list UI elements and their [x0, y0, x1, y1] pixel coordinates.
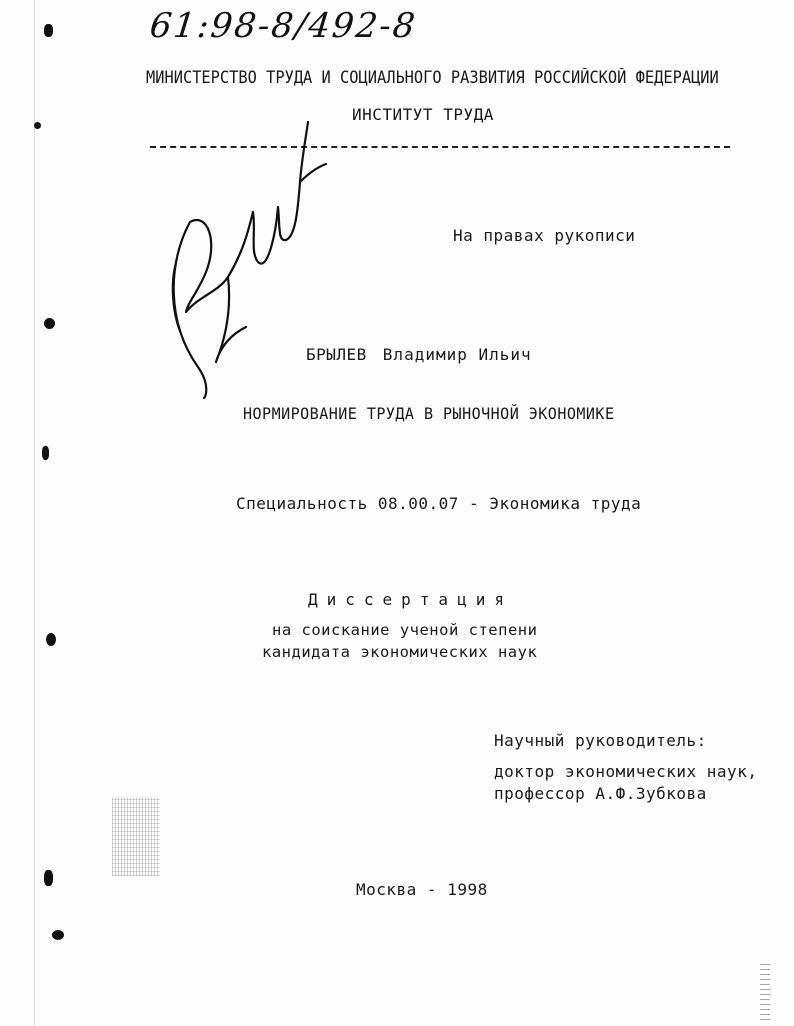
institute-name: ИНСТИТУТ ТРУДА: [352, 105, 494, 124]
specialty-line: Специальность 08.00.07 - Экономика труда: [236, 494, 642, 513]
archive-number: 61:98-8/492-8: [147, 6, 419, 46]
degree-line-2: кандидата экономических наук: [262, 643, 538, 661]
city-year: Москва - 1998: [356, 880, 488, 899]
degree-line-1: на соискание ученой степени: [272, 621, 538, 639]
scan-edge-line: [34, 0, 35, 1026]
ministry-name: МИНИСТЕРСТВО ТРУДА И СОЦИАЛЬНОГО РАЗВИТИЯ РОССИЙСКОЙ ФЕДЕРАЦИИ: [146, 68, 719, 87]
scan-edge-noise: [760, 960, 770, 1020]
thesis-title: НОРМИРОВАНИЕ ТРУДА В РЫНОЧНОЙ ЭКОНОМИКЕ: [243, 404, 615, 423]
manuscript-rights-note: На правах рукописи: [453, 226, 636, 245]
binding-hole-mark: [34, 122, 41, 129]
author-surname: БРЫЛЕВ: [306, 345, 367, 364]
binding-hole-mark: [42, 446, 49, 460]
handwritten-signature: [158, 112, 328, 402]
binding-hole-mark: [52, 930, 64, 940]
supervisor-label: Научный руководитель:: [494, 731, 707, 750]
author-name: [306, 345, 532, 364]
binding-hole-mark: [44, 24, 53, 37]
faded-stamp-residue: [112, 798, 160, 876]
author-given-names: Владимир Ильич: [382, 345, 532, 364]
binding-hole-mark: [46, 633, 56, 646]
supervisor-degree: доктор экономических наук,: [494, 762, 758, 781]
document-type: Диссертация: [308, 590, 513, 609]
supervisor-name: профессор А.Ф.Зубкова: [494, 784, 707, 803]
binding-hole-mark: [44, 318, 55, 329]
binding-hole-mark: [44, 870, 53, 886]
